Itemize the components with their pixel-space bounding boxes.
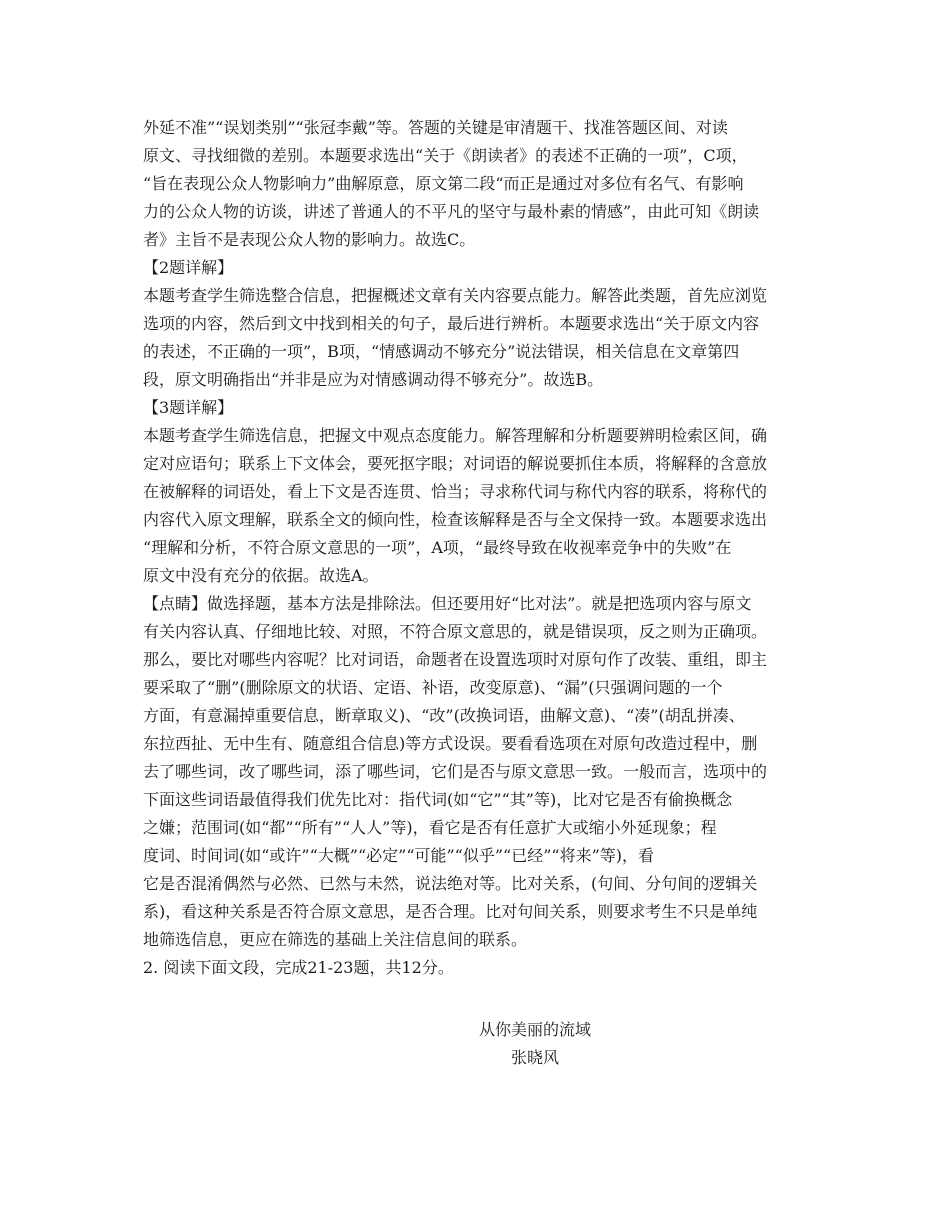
text-line: 度词、时间词(如“或许”“大概”“必定”“可能”“似乎”“已经”“将来”等)，看 — [143, 846, 655, 865]
text-line: 下面这些词语最值得我们优先比对：指代词(如“它”“其”等)，比对它是否有偷换概念 — [143, 790, 733, 809]
text-line: “理解和分析，不符合原文意思的一项”，A项，“最终导致在收视率竞争中的失败”在 — [143, 538, 732, 557]
section-heading-3: 【3题详解】 — [143, 398, 234, 417]
text-line: 地筛选信息，更应在筛选的基础上关注信息间的联系。 — [143, 930, 528, 949]
text-line: 段，原文明确指出“并非是应为对情感调动得不够充分”。故选B。 — [143, 370, 604, 389]
text-line: 内容代入原文理解，联系全文的倾向性，检查该解释是否与全文保持一致。本题要求选出 — [143, 510, 768, 529]
text-line: 本题考查学生筛选信息，把握文中观点态度能力。解答理解和分析题要辨明检索区间，确 — [143, 426, 768, 445]
text-line: 原文、寻找细微的差别。本题要求选出“关于《朗读者》的表述不正确的一项”，C项， — [143, 146, 748, 165]
article-author: 张晓风 — [510, 1048, 559, 1067]
text-line: 本题考查学生筛选整合信息，把握概述文章有关内容要点能力。解答此类题，首先应浏览 — [143, 286, 768, 305]
text-line: 它是否混淆偶然与必然、已然与未然，说法绝对等。比对关系，(句间、分句间的逻辑关 — [143, 874, 758, 893]
text-line: 定对应语句；联系上下文体会，要死抠字眼；对词语的解说要抓住本质，将解释的含意放 — [143, 454, 768, 473]
tip-heading-line: 【点睛】做选择题，基本方法是排除法。但还要用好“比对法”。就是把选项内容与原文 — [143, 594, 752, 613]
text-line: 那么，要比对哪些内容呢？比对词语，命题者在设置选项时对原句作了改装、重组，即主 — [143, 650, 768, 669]
text-line: 的表述，不正确的一项”，B项，“情感调动不够充分”说法错误，相关信息在文章第四 — [143, 342, 740, 361]
text-line: 选项的内容，然后到文中找到相关的句子，最后进行辨析。本题要求选出“关于原文内容 — [143, 314, 760, 333]
text-line: 原文中没有充分的依据。故选A。 — [143, 566, 379, 585]
question-line: 2. 阅读下面文段，完成21-23题，共12分。 — [143, 958, 454, 977]
text-line: 之嫌；范围词(如“都”“所有”“人人”等)，看它是否有任意扩大或缩小外延现象；程 — [143, 818, 717, 837]
text-line: 在被解释的词语处，看上下文是否连贯、恰当；寻求称代词与称代内容的联系，将称代的 — [143, 482, 768, 501]
article-title: 从你美丽的流域 — [478, 1020, 591, 1039]
text-line: 力的公众人物的访谈，讲述了普通人的不平凡的坚守与最朴素的情感”，由此可知《朗读 — [143, 202, 760, 221]
text-line: 有关内容认真、仔细地比较、对照，不符合原文意思的，就是错误项，反之则为正确项。 — [143, 622, 768, 641]
text-line: 东拉西扯、无中生有、随意组合信息)等方式设误。要看看选项在对原句改造过程中，删 — [143, 734, 758, 753]
text-line: 系)，看这种关系是否符合原文意思，是否合理。比对句间关系，则要求考生不只是单纯 — [143, 902, 758, 921]
text-line: 去了哪些词，改了哪些词，添了哪些词，它们是否与原文意思一致。一般而言，选项中的 — [143, 762, 768, 781]
text-line: 方面，有意漏掉重要信息，断章取义)、“改”(改换词语，曲解文意)、“凑”(胡乱拼凑、 — [143, 706, 745, 725]
text-line: 外延不准”“误划类别”“张冠李戴”等。答题的关键是审清题干、找准答题区间、对读 — [143, 118, 728, 137]
text-line: 者》主旨不是表现公众人物的影响力。故选C。 — [143, 230, 476, 249]
text-line: 要采取了“删”(删除原文的状语、定语、补语，改变原意)、“漏”(只强调问题的一个 — [143, 678, 723, 697]
text-line: “旨在表现公众人物影响力”曲解原意，原文第二段“而正是通过对多位有名气、有影响 — [143, 174, 744, 193]
section-heading-2: 【2题详解】 — [143, 258, 234, 277]
